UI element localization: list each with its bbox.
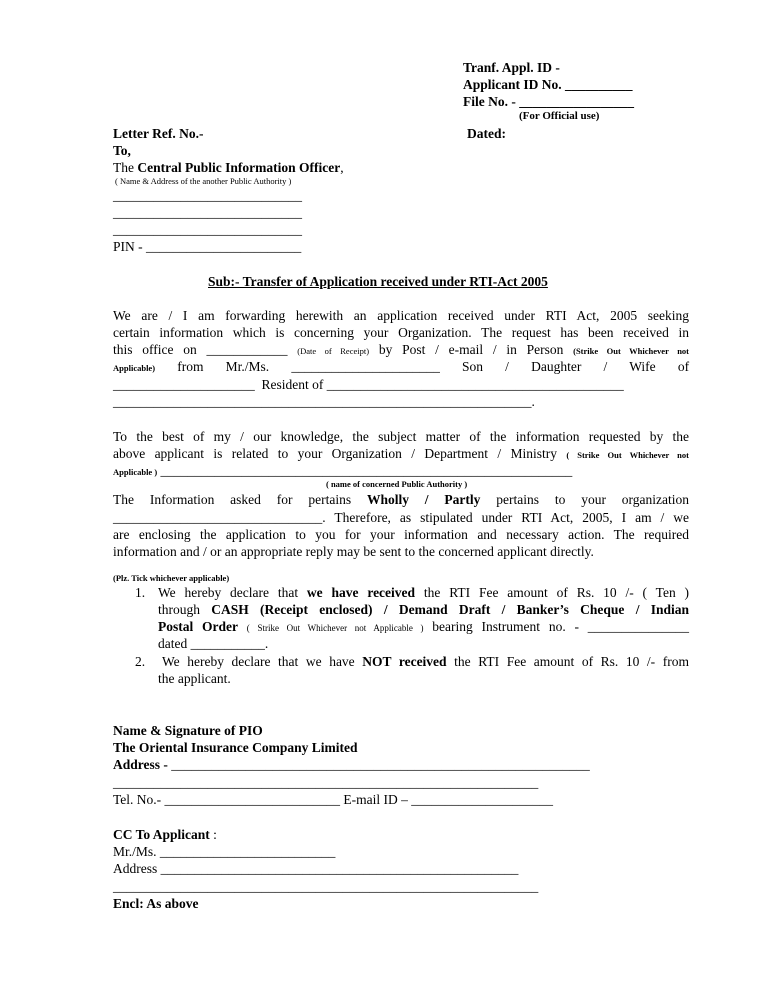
pin-field: PIN - _______________________ — [113, 239, 302, 254]
para1-line2: certain information which is concerning your Organization. The request has been received in — [113, 325, 689, 340]
authority-note: ( name of concerned Public Authority ) — [326, 479, 468, 489]
address-line-3: ____________________________ — [113, 222, 302, 237]
cpio-line: The Central Public Information Officer, — [113, 160, 344, 175]
applicant-id-field: Applicant ID No. __________ — [463, 77, 633, 92]
para1-line1: We are / I am forwarding herewith an application received under RTI Act, 2005 seeking — [113, 308, 689, 323]
letter-ref-no: Letter Ref. No.- — [113, 126, 204, 141]
dated-label: Dated: — [467, 126, 506, 141]
enclosure-note: Encl: As above — [113, 896, 199, 911]
item2-line2: the applicant. — [158, 671, 231, 686]
para1-line5: _____________________ Resident of ____________________________________________ — [113, 377, 624, 392]
item1-line1: We hereby declare that we have received the RTI Fee amount of Rs. 10 /- ( Ten ) — [158, 585, 690, 600]
para2-line1: To the best of my / our knowledge, the subject matter of the information requested by the — [113, 429, 689, 444]
address-line-2: ____________________________ — [113, 205, 302, 220]
para3-line4: information and / or an appropriate reply may be sent to the concerned applicant directly. — [113, 544, 594, 559]
address-line-1: ____________________________ — [113, 188, 302, 203]
file-no-field: File No. - _________________ — [463, 94, 634, 109]
pio-address-line1: Address - ______________________________________________________________ — [113, 757, 590, 772]
item1-line2: through CASH (Receipt enclosed) / Demand Draft / Banker’s Cheque / Indian — [158, 602, 690, 617]
item2-number: 2. — [135, 654, 146, 669]
subject-line: Sub:- Transfer of Application received under RTI-Act 2005 — [208, 274, 548, 289]
para1-line6: ______________________________________________________________. — [113, 394, 535, 409]
item2-line1: We hereby declare that we have NOT received the RTI Fee amount of Rs. 10 /- from — [162, 654, 689, 669]
cc-address-field: Address _____________________________________________________ — [113, 861, 519, 876]
para2-line2: above applicant is related to your Organization / Department / Ministry ( Strike Out Whichever not — [113, 446, 689, 461]
cc-mr-ms-field: Mr./Ms. __________________________ — [113, 844, 336, 859]
para3-line3: are enclosing the application to you for your information and necessary action. The required — [113, 527, 689, 542]
cpio-note: ( Name & Address of the another Public Authority ) — [115, 176, 292, 186]
cc-address-line2: _______________________________________________________________ — [113, 879, 539, 894]
transfer-application-id: Tranf. Appl. ID - — [463, 60, 560, 75]
para2-line3: Applicable ) _____________________________________________________________ — [113, 463, 573, 478]
pio-address-line2: _______________________________________________________________ — [113, 775, 539, 790]
para1-line4: Applicable) from Mr./Ms. ______________________ Son / Daughter / Wife of — [113, 359, 690, 374]
item1-line3: Postal Order ( Strike Out Whichever not Applicable ) bearing Instrument no. - _______________ — [158, 619, 690, 634]
cc-to-applicant: CC To Applicant : — [113, 827, 217, 842]
para3-line2: _______________________________. Therefore, as stipulated under RTI Act, 2005, I am / we — [113, 510, 689, 525]
tel-email-line: Tel. No.- __________________________ E-mail ID – _____________________ — [113, 792, 554, 807]
company-name: The Oriental Insurance Company Limited — [113, 740, 358, 755]
para1-line3: this office on ____________ (Date of Receipt) by Post / e-mail / in Person (Strike Out Whichever not — [113, 342, 689, 357]
item1-number: 1. — [135, 585, 146, 600]
pio-signature-label: Name & Signature of PIO — [113, 723, 263, 738]
cpio-title: Central Public Information Officer — [137, 160, 341, 175]
item1-line4: dated ___________. — [158, 636, 269, 651]
to-label: To, — [113, 143, 131, 158]
tick-note: (Plz. Tick whichever applicable) — [113, 573, 230, 583]
official-use-note: (For Official use) — [519, 110, 600, 122]
para3-line1: The Information asked for pertains Wholly / Partly pertains to your organization — [113, 492, 690, 507]
